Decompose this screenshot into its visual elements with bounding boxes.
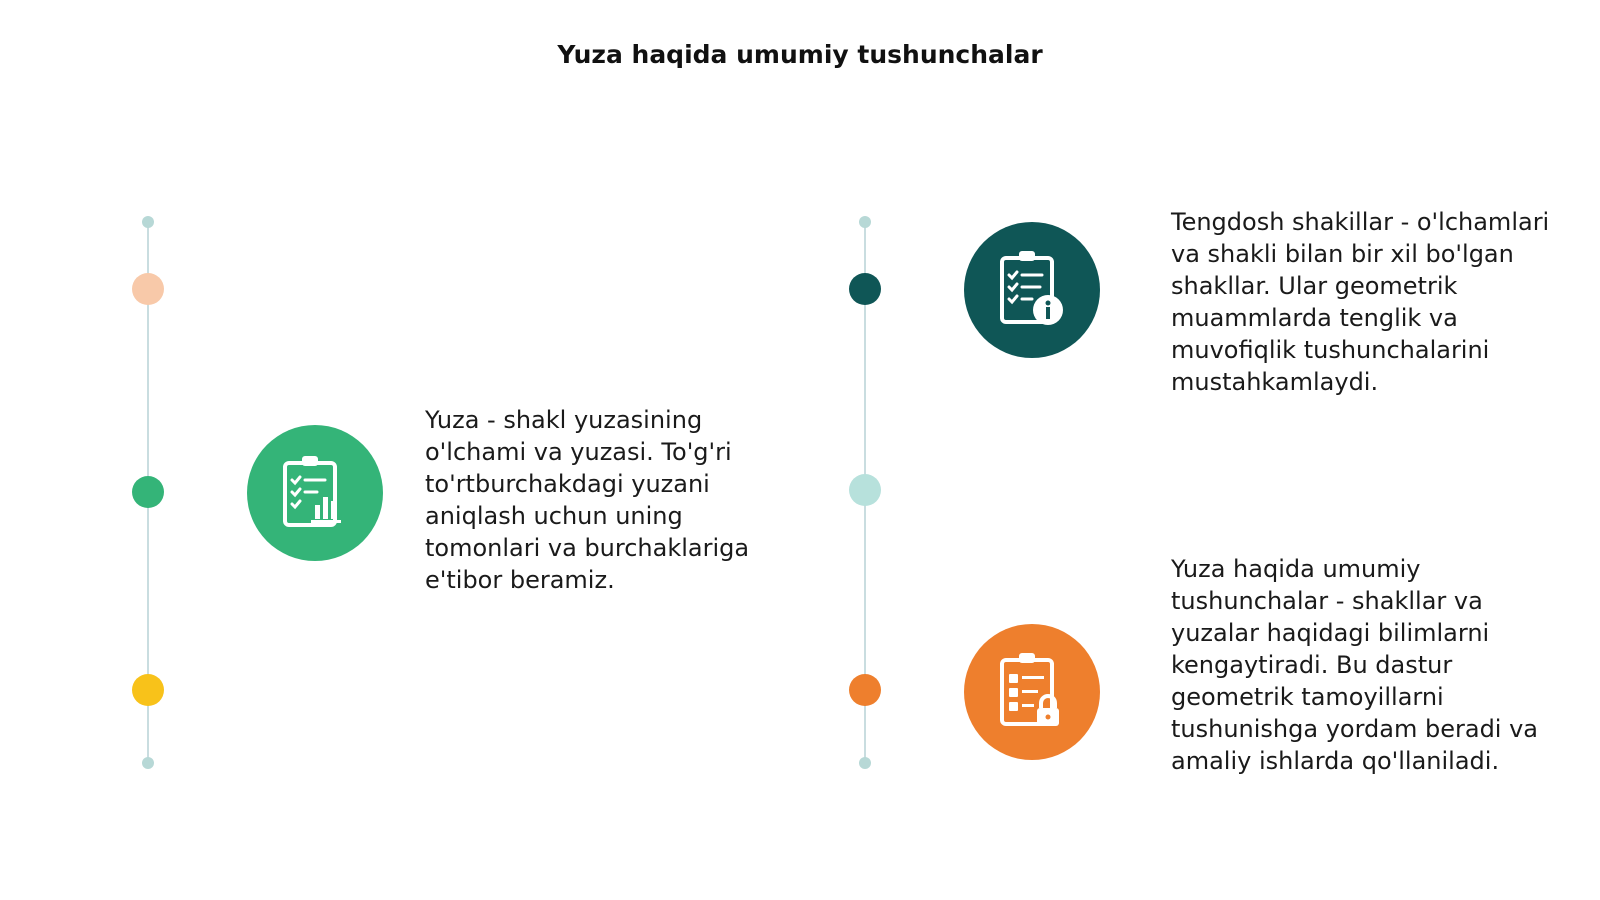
- left-timeline-green-dot: [132, 476, 164, 508]
- right-timeline-mint-dot: [849, 474, 881, 506]
- clipboard-lock-icon: [964, 624, 1100, 760]
- left-timeline-peach-dot: [132, 273, 164, 305]
- item-1-description: Yuza - shakl yuzasining o'lchami va yuzasi. To'g'ri to'rtburchakdagi yuzani aniqlash uchun uning tomonlari va burchaklariga e'tibor beramiz.: [425, 406, 750, 594]
- left-timeline-end-dot: [142, 757, 154, 769]
- right-timeline-teal-dot: [849, 273, 881, 305]
- clipboard-info-icon: [964, 222, 1100, 358]
- left-timeline: [132, 216, 164, 769]
- right-timeline: [849, 216, 881, 769]
- page-title: Yuza haqida umumiy tushunchalar: [557, 40, 1043, 69]
- left-timeline-start-dot: [142, 216, 154, 228]
- item-2-description: Tengdosh shakillar - o'lchamlari va shakli bilan bir xil bo'lgan shakllar. Ular geometrik muammlarda tenglik va muvofiqlik tushunchalarini mustahkamlaydi.: [1171, 208, 1550, 396]
- clipboard-chart-icon: [247, 425, 383, 561]
- right-timeline-end-dot: [859, 757, 871, 769]
- right-timeline-start-dot: [859, 216, 871, 228]
- right-timeline-orange-dot: [849, 674, 881, 706]
- item-3-description: Yuza haqida umumiy tushunchalar - shakllar va yuzalar haqidagi bilimlarni kengaytiradi. Bu dastur geometrik tamoyillarni tushunishga yordam beradi va amaliy ishlarda qo'llaniladi.: [1171, 555, 1539, 775]
- left-timeline-yellow-dot: [132, 674, 164, 706]
